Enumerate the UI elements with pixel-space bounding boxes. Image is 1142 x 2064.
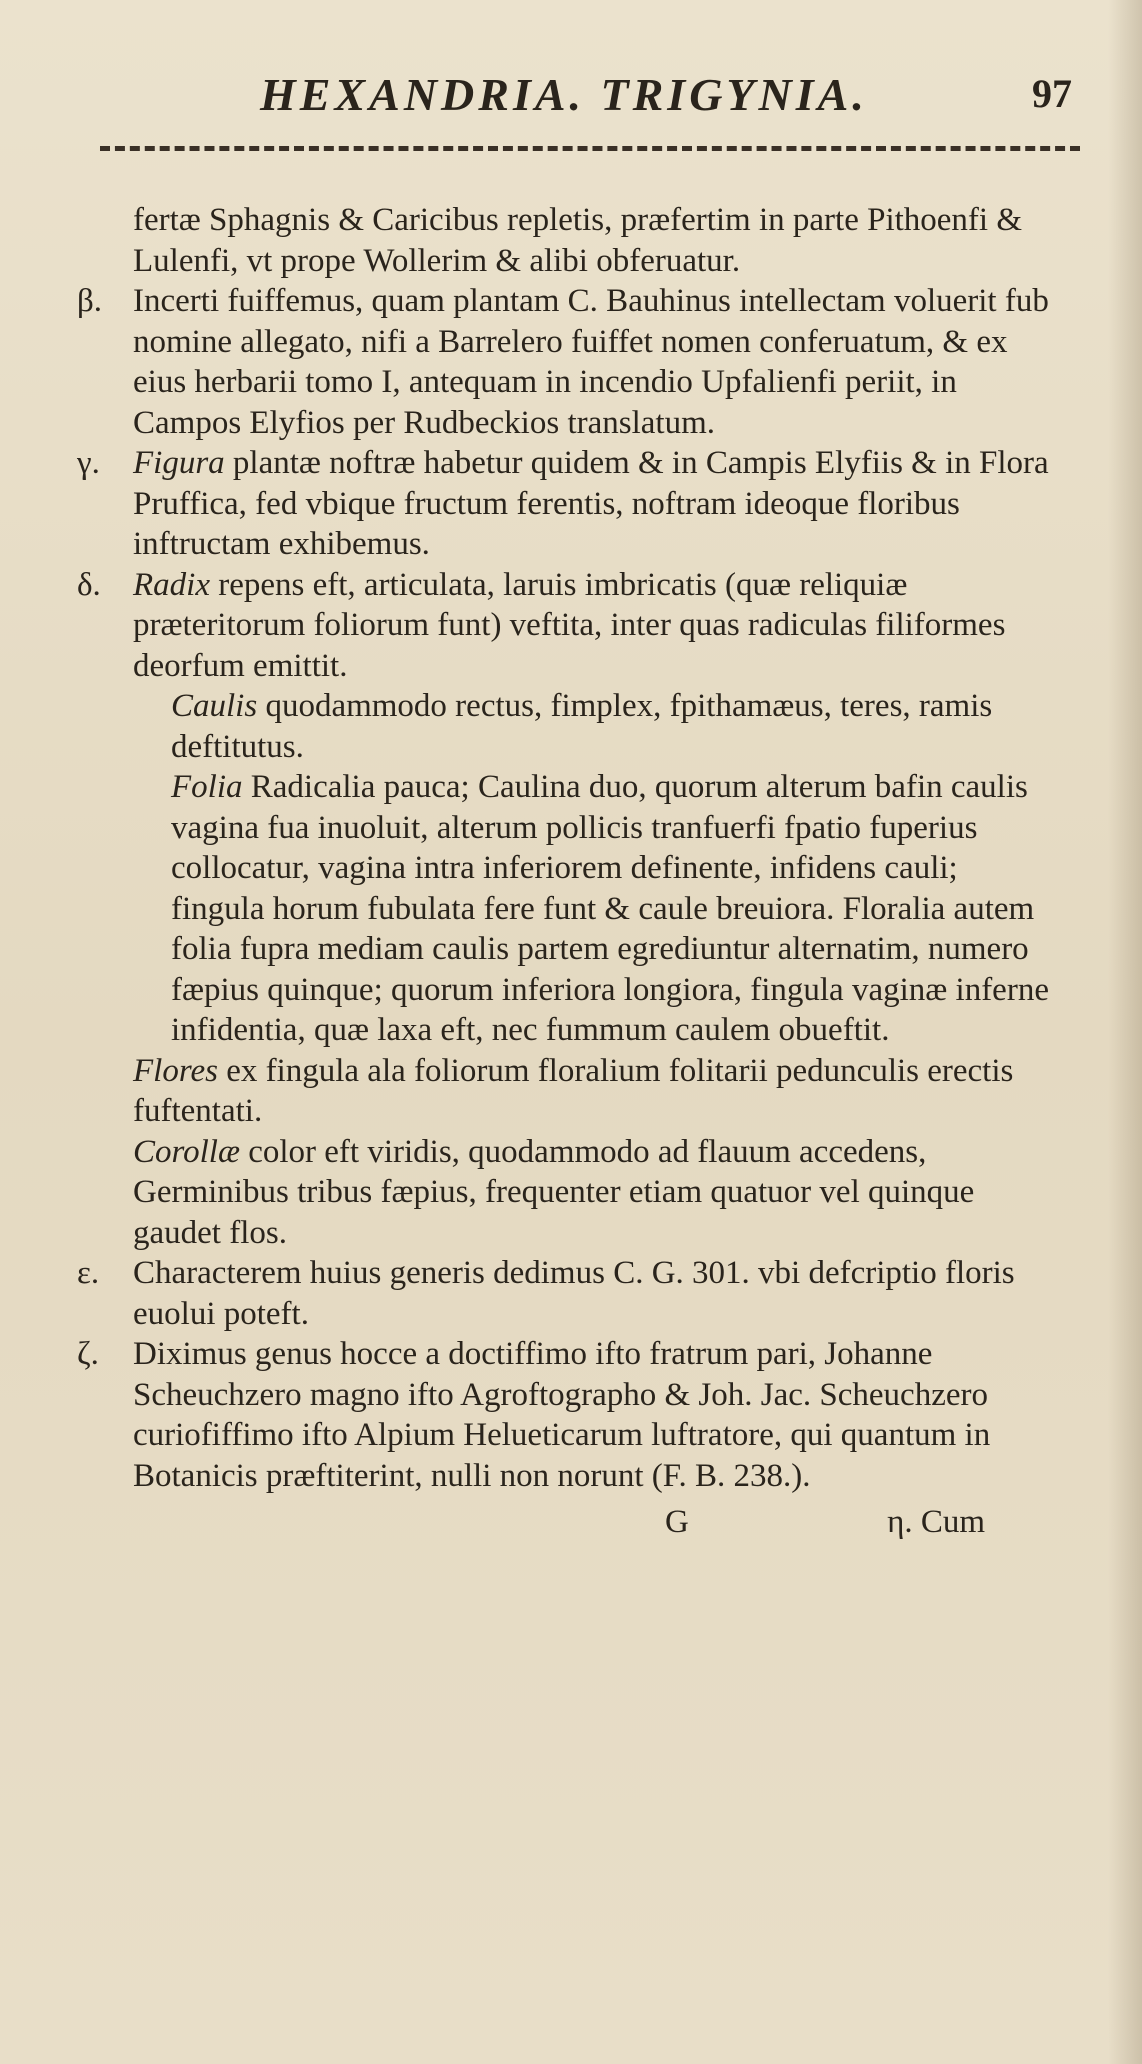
paragraph-continuation <box>95 200 1055 281</box>
paragraph-zeta <box>77 1334 1055 1496</box>
section-marker: ζ. <box>77 1336 99 1372</box>
paragraph-text: quodammodo rectus, fimplex, fpithamæus, teres, ramis deftitutus. <box>171 688 993 765</box>
catchword: η. Cum <box>887 1504 985 1540</box>
running-head: HEXANDRIA. TRIGYNIA. <box>260 69 868 120</box>
paragraph-text: color eft viridis, quodammodo ad flauum accedens, Germinibus tribus fæpius, frequenter etiam quatuor vel quinque gaudet flos. <box>133 1133 975 1251</box>
paragraph-lead: Figura <box>133 445 225 481</box>
section-marker: γ. <box>77 445 100 481</box>
paragraph-beta <box>77 281 1055 443</box>
paragraph-text: fertæ Sphagnis & Caricibus repletis, præfertim in parte Pithoenfi & Lulenfi, vt prope Wollerim & alibi obferuatur. <box>133 202 1023 279</box>
paragraph-lead: Radix <box>133 566 210 603</box>
paragraph-corollae <box>95 1132 1055 1254</box>
section-marker: ε. <box>77 1255 100 1291</box>
paragraph-folia <box>95 767 1055 1051</box>
paragraph-text: repens eft, articulata, laruis imbricatis (quæ reliquiæ præteritorum foliorum funt) veftita, inter quas radiculas filiformes deorfum emittit. <box>133 566 1006 684</box>
body-text <box>77 200 1055 1546</box>
paragraph-lead: Folia <box>171 769 243 805</box>
section-marker: δ. <box>77 566 101 603</box>
page-header <box>100 60 1090 140</box>
paragraph-delta <box>77 565 1055 687</box>
paragraph-text: ex fingula ala foliorum floralium folitarii pedunculis erectis fuftentati. <box>133 1052 1014 1129</box>
paragraph-text: Incerti fuiffemus, quam plantam C. Bauhinus intellectam voluerit fub nomine allegato, nifi a Barrelero fuiffet nomen conferuatum, & ex eius herbarii tomo I, antequam in incendio Upfalienfi periit, in Campos Elyfios per Rudbeckios translatum. <box>133 283 1049 441</box>
paragraph-epsilon <box>77 1253 1055 1334</box>
signature-mark: G <box>665 1504 689 1540</box>
paragraph-text: Radicalia pauca; Caulina duo, quorum alterum bafin caulis vagina fua inuoluit, alterum pollicis tranfuerfi fpatio fuperius collocatur, vagina intra inferiorem definente, infidens cauli; fingula horum fubulata fere funt & caule breuiora. Floralia autem folia fupra mediam caulis partem egrediuntur alternatim, numero fæpius quinque; quorum inferiora longiora, fingula vaginæ inferne infidentia, quæ laxa eft, nec fummum caulem obueftit. <box>171 769 1049 1048</box>
paragraph-lead: Corollæ <box>133 1133 240 1170</box>
page-footer <box>95 1502 1055 1546</box>
paragraph-lead: Flores <box>133 1052 218 1089</box>
paragraph-caulis <box>95 686 1055 767</box>
paragraph-lead: Caulis <box>171 688 258 724</box>
header-rule <box>100 146 1080 151</box>
paragraph-text: Diximus genus hocce a doctiffimo ifto fratrum pari, Johanne Scheuchzero magno ifto Agroftographo & Joh. Jac. Scheuchzero curiofiffimo ifto Alpium Helueticarum luftratore, qui quantum in Botanicis præftiterint, nulli non norunt (F. B. 238.). <box>133 1336 991 1494</box>
paragraph-text: plantæ noftræ habetur quidem & in Campis Elyfiis & in Flora Pruffica, fed vbique fructum ferentis, noftram ideoque floribus inftructam exhibemus. <box>133 445 1049 562</box>
page-number: 97 <box>1032 71 1072 116</box>
section-marker: β. <box>77 283 103 319</box>
paragraph-gamma <box>77 443 1055 565</box>
paragraph-flores <box>95 1051 1055 1132</box>
paragraph-text: Characterem huius generis dedimus C. G. 301. vbi defcriptio floris euolui poteft. <box>133 1255 1015 1332</box>
